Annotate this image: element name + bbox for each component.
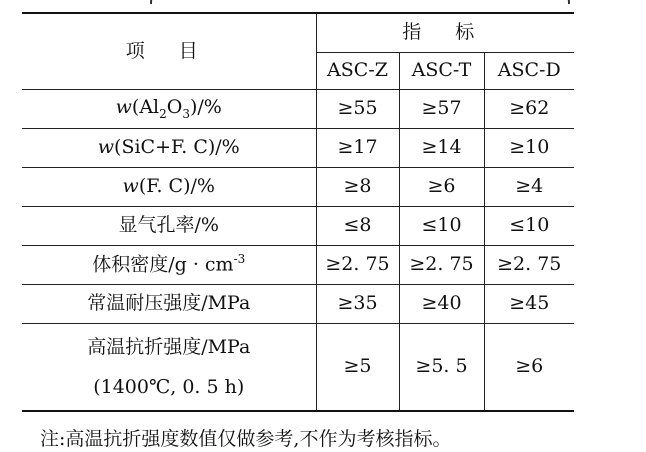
value-asc-z: ≥5 — [316, 324, 399, 412]
item-header: 项 目 — [22, 13, 316, 90]
value-asc-d: ≥6 — [484, 324, 574, 412]
value-asc-t: ≤10 — [399, 207, 484, 246]
value-asc-d: ≥62 — [484, 90, 574, 129]
spec-table — [22, 12, 574, 412]
table-row — [22, 129, 574, 168]
value-asc-z: ≥8 — [316, 168, 399, 207]
value-asc-d: ≥4 — [484, 168, 574, 207]
row-label: w(F. C)/% — [22, 168, 316, 207]
value-asc-t: ≥6 — [399, 168, 484, 207]
value-asc-z: ≥2. 75 — [316, 246, 399, 285]
grade-asc-d: ASC-D — [484, 53, 574, 90]
value-asc-t: ≥57 — [399, 90, 484, 129]
value-asc-d: ≥10 — [484, 129, 574, 168]
index-header: 指 标 — [316, 13, 574, 53]
value-asc-t: ≥14 — [399, 129, 484, 168]
value-asc-d: ≥2. 75 — [484, 246, 574, 285]
table-row — [22, 246, 574, 285]
value-asc-z: ≥35 — [316, 285, 399, 324]
row-label: 常温耐压强度/MPa — [22, 285, 316, 324]
row-label: $w(Al_2O_3)/\%$ — [22, 90, 316, 129]
previous-caption-fragment — [150, 0, 570, 4]
value-asc-d: ≤10 — [484, 207, 574, 246]
table-row — [22, 90, 574, 129]
parenthesis-right-shape — [556, 0, 570, 4]
header-row — [22, 13, 574, 53]
table-row — [22, 285, 574, 324]
table-row — [22, 324, 574, 412]
value-asc-z: ≤8 — [316, 207, 399, 246]
row-label: w(SiC+F. C)/% — [22, 129, 316, 168]
grade-asc-t: ASC-T — [399, 53, 484, 90]
row-label-line2: (1400℃, 0. 5 h) — [93, 376, 245, 398]
value-asc-z: ≥55 — [316, 90, 399, 129]
value-asc-t: ≥5. 5 — [399, 324, 484, 412]
row-label: 体积密度$/g \cdot cm^{-3}$ — [22, 246, 316, 285]
value-asc-z: ≥17 — [316, 129, 399, 168]
value-asc-t: ≥40 — [399, 285, 484, 324]
table-row — [22, 207, 574, 246]
value-asc-t: ≥2. 75 — [399, 246, 484, 285]
parenthesis-left-shape — [150, 0, 164, 4]
row-label-line1: 高温抗折强度/MPa — [87, 336, 251, 358]
row-label: 显气孔率/% — [22, 207, 316, 246]
table-note: 注:高温抗折强度数值仅做参考,不作为考核指标。 — [40, 428, 452, 450]
value-asc-d: ≥45 — [484, 285, 574, 324]
row-label — [22, 324, 316, 412]
grade-asc-z: ASC-Z — [316, 53, 399, 90]
table-row — [22, 168, 574, 207]
